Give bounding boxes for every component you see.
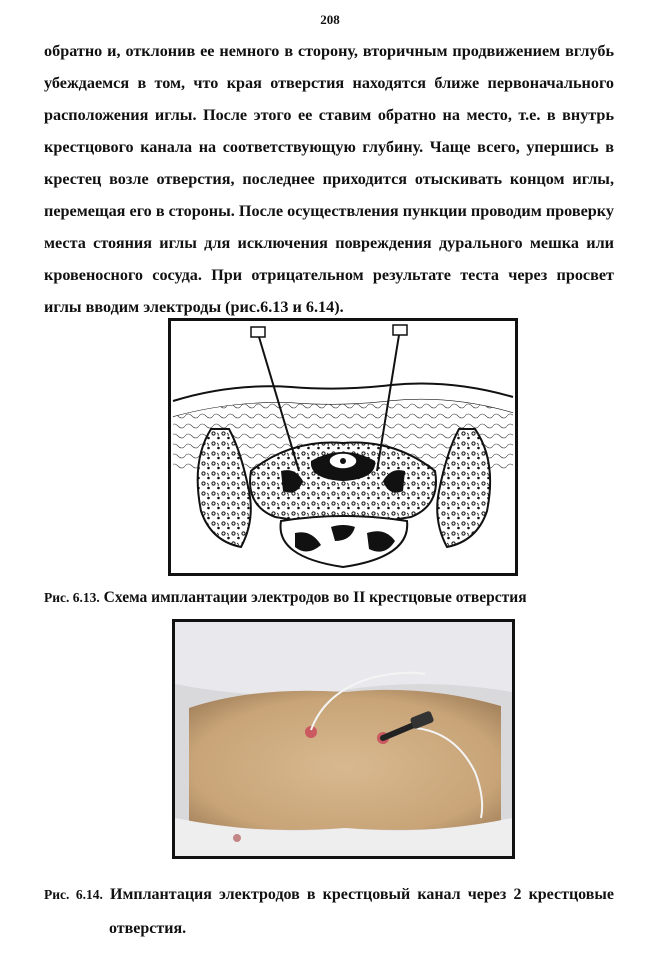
figure-2-label: Рис. 6.14. [44,887,103,902]
paragraph-line: кровеносного сосуда. При отрицательном результате теста через просвет [44,266,614,284]
paragraph-line: иглы вводим электроды (рис.6.13 и 6.14). [44,298,344,316]
figure-2-caption-line1: Имплантация электродов в крестцовый канал через 2 крестцовые [110,886,614,903]
paragraph-line: места стояния иглы для исключения повреждения дурального мешка или [44,234,614,252]
figure-1-caption-text: Схема имплантации электродов во II крестцовые отверстия [103,589,527,606]
paragraph-line: крестцового канала на соответствующую глубину. Чаще всего, упершись в [44,138,614,156]
figure-1-caption [44,589,527,607]
figure-sacral-diagram [168,318,518,576]
figure-1-label: Рис. 6.13. [44,590,100,605]
sacral-cross-section-drawing [171,321,515,573]
implant-photo [175,622,512,856]
figure-photo [172,619,515,859]
paragraph-line: перемещая его в стороны. После осуществления пункции проводим проверку [44,202,614,220]
paragraph-line: обратно и, отклонив ее немного в сторону, вторичным продвижением вглубь [44,42,614,60]
figure-2-caption-line2: отверстия. [109,920,187,937]
paragraph-line: расположения иглы. После этого ее ставим обратно на место, т.е. в внутрь [44,106,614,124]
page-number: 208 [320,12,340,27]
figure-2-caption [44,886,614,904]
paragraph-line: крестец возле отверстия, последнее приходится отыскивать концом иглы, [44,170,614,188]
paragraph-line: убеждаемся в том, что края отверстия находятся ближе первоначального [44,74,614,92]
